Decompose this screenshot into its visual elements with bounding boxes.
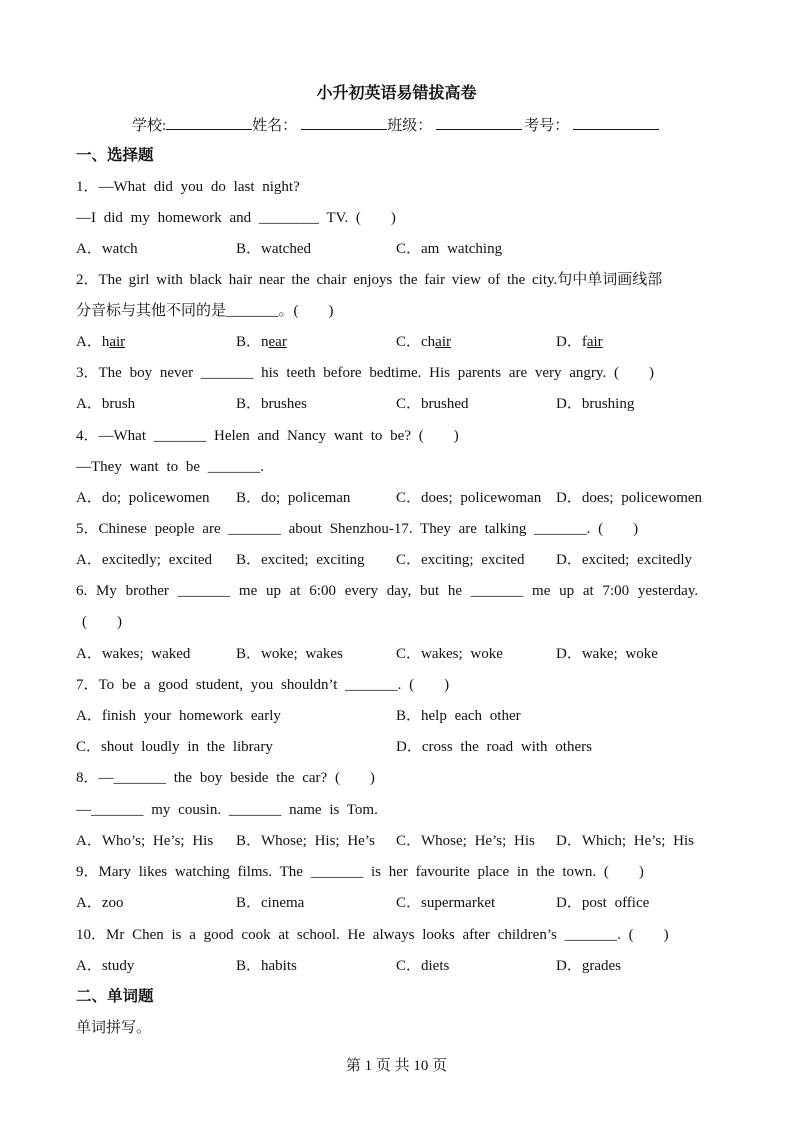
name-label: 姓名： — [252, 118, 298, 134]
option-prefix: C．ch — [396, 334, 436, 350]
option-prefix: B．n — [236, 334, 269, 350]
school-label: 学校: — [132, 118, 167, 134]
question-4-option-d[interactable]: D．does; policewomen — [556, 490, 703, 506]
question-3-option-c[interactable]: C．brushed — [396, 396, 469, 412]
question-4-line-1: 4．—What _______ Helen and Nancy want to be? ( ) — [76, 428, 459, 444]
question-5-option-a[interactable]: A．excitedly; excited — [76, 552, 213, 568]
question-9-line-1: 9．Mary likes watching films. The _______ is her favourite place in the town. ( ) — [76, 864, 644, 880]
underlined-part: air — [435, 334, 451, 350]
question-1-line-2: —I did my homework and ________ TV. ( ) — [76, 210, 396, 226]
question-4-option-c[interactable]: C．does; policewoman — [396, 490, 542, 506]
student-info-row — [132, 115, 659, 136]
question-10-option-c[interactable]: C．diets — [396, 958, 450, 974]
question-9-option-d[interactable]: D．post office — [556, 895, 650, 911]
question-5-option-d[interactable]: D．excited; excitedly — [556, 552, 693, 568]
section-heading-words: 二、单词题 — [76, 988, 154, 1005]
question-3-option-a[interactable]: A．brush — [76, 396, 136, 412]
section-heading-choice: 一、选择题 — [76, 147, 154, 164]
school-blank[interactable] — [166, 115, 252, 130]
question-4-option-a[interactable]: A．do; policewomen — [76, 490, 210, 506]
question-10-option-a[interactable]: A．study — [76, 958, 135, 974]
option-prefix: D．f — [556, 334, 587, 350]
question-6-line-2: ( ) — [82, 614, 122, 630]
question-7-option-b[interactable]: B．help each other — [396, 708, 521, 724]
question-5-line-1: 5．Chinese people are _______ about Shenzhou-17. They are talking _______. ( ) — [76, 521, 639, 537]
question-6-option-b[interactable]: B．woke; wakes — [236, 646, 343, 662]
question-5-option-b[interactable]: B．excited; exciting — [236, 552, 365, 568]
question-2-line-2: 分音标与其他不同的是_______。( ) — [76, 303, 334, 319]
question-4-option-b[interactable]: B．do; policeman — [236, 490, 351, 506]
question-5-option-c[interactable]: C．exciting; excited — [396, 552, 525, 568]
question-2-option-a[interactable] — [76, 332, 125, 352]
question-7-option-d[interactable]: D．cross the road with others — [396, 739, 592, 755]
question-6-line-1: 6. My brother _______ me up at 6:00 every day, but he _______ me up at 7:00 yesterday. — [76, 583, 699, 599]
question-10-option-b[interactable]: B．habits — [236, 958, 297, 974]
question-8-option-c[interactable]: C．Whose; He’s; His — [396, 833, 535, 849]
question-6-option-d[interactable]: D．wake; woke — [556, 646, 658, 662]
question-8-option-b[interactable]: B．Whose; His; He’s — [236, 833, 375, 849]
class-blank[interactable] — [436, 115, 522, 130]
question-3-option-b[interactable]: B．brushes — [236, 396, 307, 412]
question-4-line-2: —They want to be _______. — [76, 459, 265, 475]
question-8-line-1: 8．—_______ the boy beside the car? ( ) — [76, 770, 375, 786]
section-instruction: 单词拼写。 — [76, 1020, 152, 1036]
question-2-option-d[interactable] — [556, 332, 603, 352]
question-1-option-c[interactable]: C．am watching — [396, 241, 503, 257]
exam-no-blank[interactable] — [573, 115, 659, 130]
question-1-option-b[interactable]: B．watched — [236, 241, 311, 257]
option-prefix: A．h — [76, 334, 110, 350]
question-6-option-a[interactable]: A．wakes; waked — [76, 646, 191, 662]
question-3-line-1: 3．The boy never _______ his teeth before bedtime. His parents are very angry. ( ) — [76, 365, 654, 381]
question-8-line-2: —_______ my cousin. _______ name is Tom. — [76, 802, 378, 818]
question-9-option-a[interactable]: A．zoo — [76, 895, 124, 911]
question-7-option-a[interactable]: A．finish your homework early — [76, 708, 281, 724]
question-1-option-a[interactable]: A．watch — [76, 241, 138, 257]
question-3-option-d[interactable]: D．brushing — [556, 396, 635, 412]
question-2-line-1: 2．The girl with black hair near the chair enjoys the fair view of the city.句中单词画线部 — [76, 272, 663, 288]
question-2-option-b[interactable] — [236, 332, 287, 352]
question-8-option-a[interactable]: A．Who’s; He’s; His — [76, 833, 214, 849]
exam-no-label: 考号： — [524, 118, 570, 134]
underlined-part: air — [109, 334, 126, 350]
question-9-option-c[interactable]: C．supermarket — [396, 895, 496, 911]
question-8-option-d[interactable]: D．Which; He’s; His — [556, 833, 694, 849]
question-1-line-1: 1．—What did you do last night? — [76, 179, 300, 195]
page-title: 小升初英语易错拔高卷 — [316, 85, 477, 102]
underlined-part: air — [586, 334, 603, 350]
underlined-part: ear — [268, 334, 287, 350]
question-6-option-c[interactable]: C．wakes; woke — [396, 646, 503, 662]
question-7-line-1: 7．To be a good student, you shouldn’t _______. ( ) — [76, 677, 450, 693]
question-2-option-c[interactable] — [396, 332, 451, 352]
question-10-option-d[interactable]: D．grades — [556, 958, 621, 974]
question-9-option-b[interactable]: B．cinema — [236, 895, 305, 911]
name-blank[interactable] — [301, 115, 387, 130]
question-10-line-1: 10．Mr Chen is a good cook at school. He always looks after children’s _______. ( ) — [76, 927, 669, 943]
question-7-option-c[interactable]: C．shout loudly in the library — [76, 739, 273, 755]
page-footer: 第 1 页 共 10 页 — [345, 1058, 448, 1074]
class-label: 班级： — [387, 118, 433, 134]
